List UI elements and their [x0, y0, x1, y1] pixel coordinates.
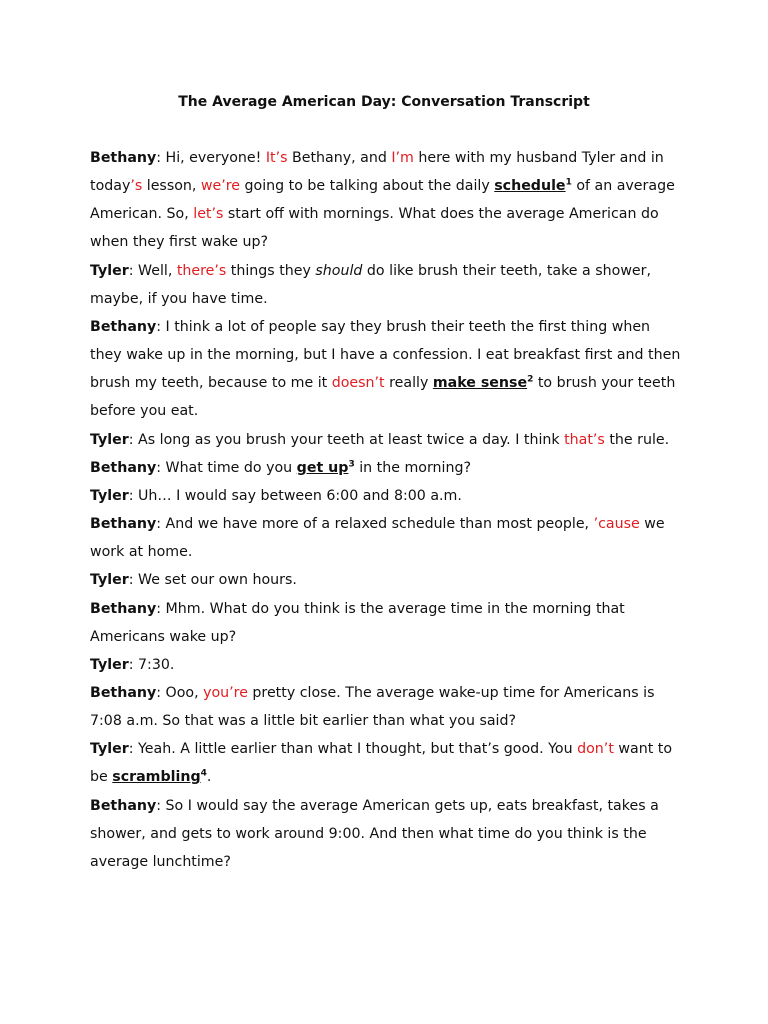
vocabulary-term: scrambling — [112, 769, 201, 786]
transcript-paragraph — [90, 313, 682, 426]
speech-text: : Well, — [128, 262, 177, 279]
contraction-highlight: It’s — [265, 150, 288, 166]
speech-text: . — [206, 769, 212, 786]
footnote-marker: 1 — [565, 177, 572, 188]
speech-text: of an average American. So, — [90, 178, 675, 223]
transcript-paragraph — [90, 510, 682, 566]
speech-text: : As long as you brush your teeth at least twice a day. I think — [128, 431, 565, 448]
transcript-paragraph — [90, 257, 682, 313]
speaker-name: Tyler — [90, 741, 129, 758]
contraction-highlight: we’re — [200, 178, 240, 195]
speaker-name: Tyler — [90, 262, 129, 279]
speaker-name: Bethany — [90, 318, 157, 335]
speech-text: to brush your teeth before you eat. — [90, 375, 676, 420]
speech-text: : I think a lot of people say they brush their teeth the first thing when they wake up in the morning, but I have a confession. I eat breakfast first and then brush my teeth, because to me it — [90, 318, 681, 392]
vocabulary-term: get up — [296, 459, 349, 476]
contraction-highlight: you’re — [203, 684, 248, 701]
speech-text: : Uh… I would say between 6:00 and 8:00 a.m. — [128, 487, 462, 504]
speaker-name: Bethany — [90, 516, 157, 533]
speech-text: really — [384, 375, 433, 392]
speaker-name: Tyler — [90, 487, 129, 504]
contraction-highlight: don’t — [577, 741, 614, 758]
transcript-paragraph — [90, 792, 682, 876]
speaker-name: Bethany — [90, 459, 157, 476]
transcript-paragraph — [90, 651, 682, 679]
speech-text: : Yeah. A little earlier than what I thought, but that’s good. You — [128, 741, 578, 758]
speech-text: Bethany, and — [287, 150, 392, 166]
speaker-name: Tyler — [90, 572, 129, 589]
footnote-marker: 2 — [527, 374, 534, 385]
speech-text: pretty close. The average wake-up time for Americans is 7:08 a.m. So that was a little bit earlier than what you said? — [90, 684, 655, 730]
contraction-highlight: ’cause — [593, 516, 640, 533]
speaker-name: Bethany — [90, 684, 157, 701]
transcript-paragraph — [90, 679, 682, 735]
speech-text: : And we have more of a relaxed schedule than most people, — [156, 516, 594, 533]
speech-text: lesson, — [142, 178, 201, 195]
speech-text: start off with mornings. What does the average American do when they first wake up? — [90, 206, 659, 251]
speaker-name: Bethany — [90, 150, 157, 166]
vocabulary-term: make sense — [432, 375, 528, 392]
speech-text: things they — [226, 262, 316, 279]
speaker-name: Tyler — [90, 656, 129, 673]
speaker-name: Tyler — [90, 431, 129, 448]
transcript-paragraph — [90, 144, 682, 257]
transcript-paragraph — [90, 454, 682, 482]
emphasis-text: should — [315, 262, 363, 279]
document-title: The Average American Day: Conversation Transcript — [178, 94, 590, 110]
speech-text: : 7:30. — [128, 656, 175, 673]
footnote-marker: 3 — [348, 458, 355, 469]
transcript-body — [90, 144, 682, 876]
speaker-name: Bethany — [90, 797, 157, 814]
speech-text: : Mhm. What do you think is the average time in the morning that Americans wake up? — [90, 600, 625, 645]
speech-text: : Hi, everyone! — [156, 150, 266, 166]
contraction-highlight: ’s — [130, 178, 143, 195]
transcript-paragraph — [90, 735, 682, 791]
contraction-highlight: there’s — [176, 262, 227, 279]
speech-text: the rule. — [604, 431, 670, 448]
speech-text: do like brush their teeth, take a shower, maybe, if you have time. — [90, 262, 651, 307]
contraction-highlight: let’s — [193, 206, 224, 223]
speech-text: in the morning? — [354, 459, 471, 476]
contraction-highlight: doesn’t — [331, 375, 385, 392]
speaker-name: Bethany — [90, 600, 157, 617]
contraction-highlight: I’m — [391, 150, 414, 166]
contraction-highlight: that’s — [564, 431, 605, 448]
vocabulary-term: schedule — [494, 178, 566, 195]
transcript-paragraph — [90, 595, 682, 651]
speech-text: here with my husband Tyler and in today — [90, 150, 664, 195]
transcript-paragraph — [90, 426, 682, 454]
footnote-marker: 4 — [200, 768, 207, 779]
speech-text: we work at home. — [90, 516, 665, 561]
transcript-paragraph — [90, 482, 682, 510]
transcript-paragraph — [90, 566, 682, 594]
speech-text: : We set our own hours. — [128, 572, 297, 589]
speech-text: : What time do you — [156, 459, 297, 476]
speech-text: going to be talking about the daily — [240, 178, 495, 195]
speech-text: want to be — [90, 741, 673, 786]
speech-text: : Ooo, — [156, 684, 204, 701]
speech-text: : So I would say the average American gets up, eats breakfast, takes a shower, and gets to work around 9:00. And then what time do you think is the average lunchtime? — [90, 797, 659, 870]
